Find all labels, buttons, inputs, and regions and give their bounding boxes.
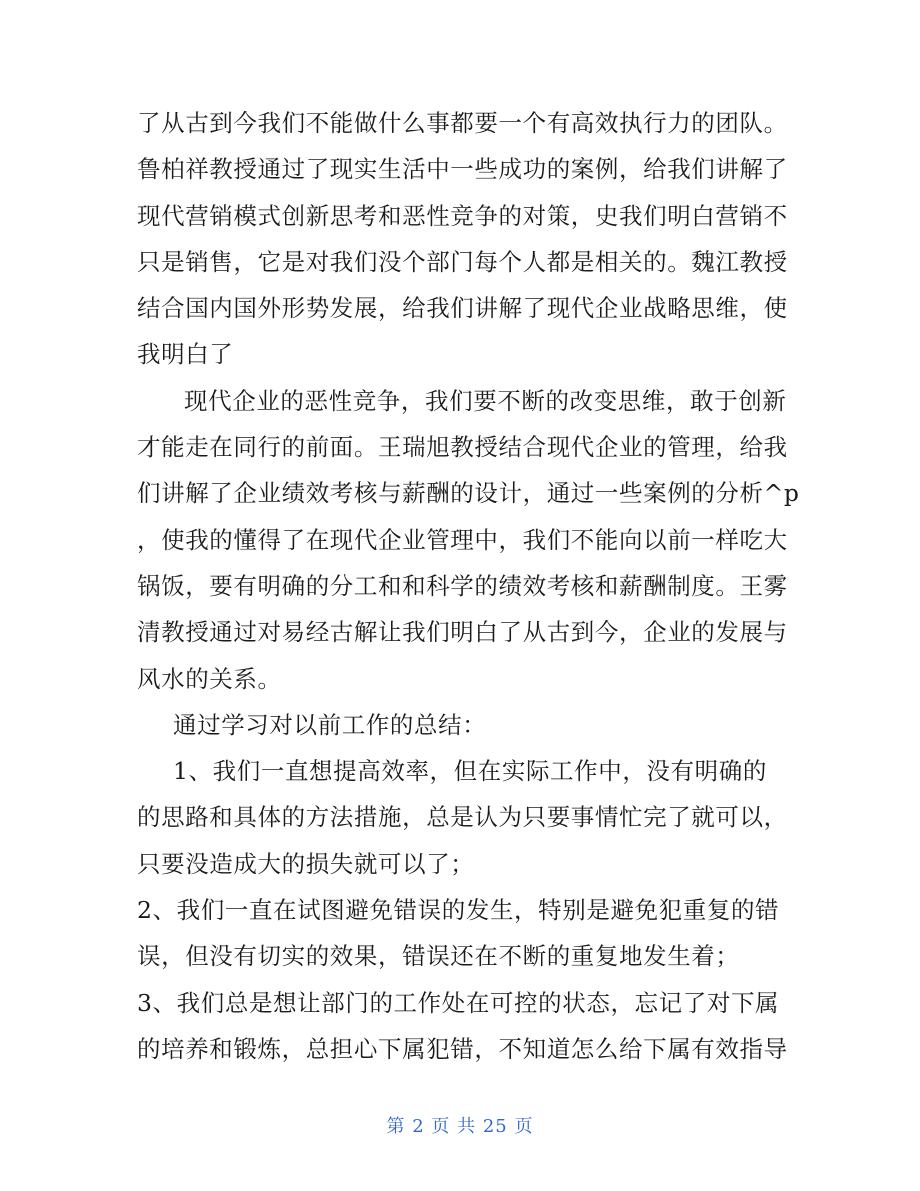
text-line: 误，但没有切实的效果，错误还在不断的重复地发生着； <box>137 942 740 971</box>
text-line: 通过学习对以前工作的总结： <box>173 710 487 739</box>
text-line: 只要没造成大的损失就可以了； <box>137 849 475 878</box>
body-text <box>137 100 800 1072</box>
text-line: 鲁柏祥教授通过了现实生活中一些成功的案例，给我们讲解了 <box>137 155 788 184</box>
text-line: 现代企业的恶性竞争，我们要不断的改变思维，敢于创新 <box>184 386 787 415</box>
text-line: 风水的关系。 <box>137 664 282 693</box>
text-line: 只是销售，它是对我们没个部门每个人都是相关的。魏江教授 <box>137 247 788 276</box>
text-line: 了从古到今我们不能做什么事都要一个有高效执行力的团队。 <box>137 109 788 137</box>
text-line: 我明白了 <box>137 340 234 369</box>
text-line: 现代营销模式创新思考和恶性竞争的对策，史我们明白营销不 <box>137 201 788 230</box>
text-line: 清教授通过对易经古解让我们明白了从古到今，企业的发展与 <box>137 618 788 647</box>
text-line: 1、我们一直想提高效率，但在实际工作中，没有明确的 <box>173 757 767 786</box>
page-number-footer: 第 2 页 共 25 页 <box>386 1116 534 1137</box>
text-line: 结合国内国外形势发展，给我们讲解了现代企业战略思维，使 <box>137 294 788 323</box>
text-line: 的思路和具体的方法措施，总是认为只要事情忙完了就可以， <box>137 803 788 832</box>
text-line: 3、我们总是想让部门的工作处在可控的状态，忘记了对下属 <box>137 988 780 1017</box>
text-line: 锅饭，要有明确的分工和和科学的绩效考核和薪酬制度。王雾 <box>137 571 788 600</box>
text-line: 们讲解了企业绩效考核与薪酬的设计，通过一些案例的分析^p <box>137 479 800 508</box>
text-line: 才能走在同行的前面。王瑞旭教授结合现代企业的管理，给我 <box>137 433 788 462</box>
text-line: 的培养和锻炼，总担心下属犯错，不知道怎么给下属有效指导 <box>137 1034 788 1063</box>
text-line: 2、我们一直在试图避免错误的发生，特别是避免犯重复的错 <box>137 896 780 925</box>
text-line: ，使我的懂得了在现代企业管理中，我们不能向以前一样吃大 <box>137 525 788 554</box>
